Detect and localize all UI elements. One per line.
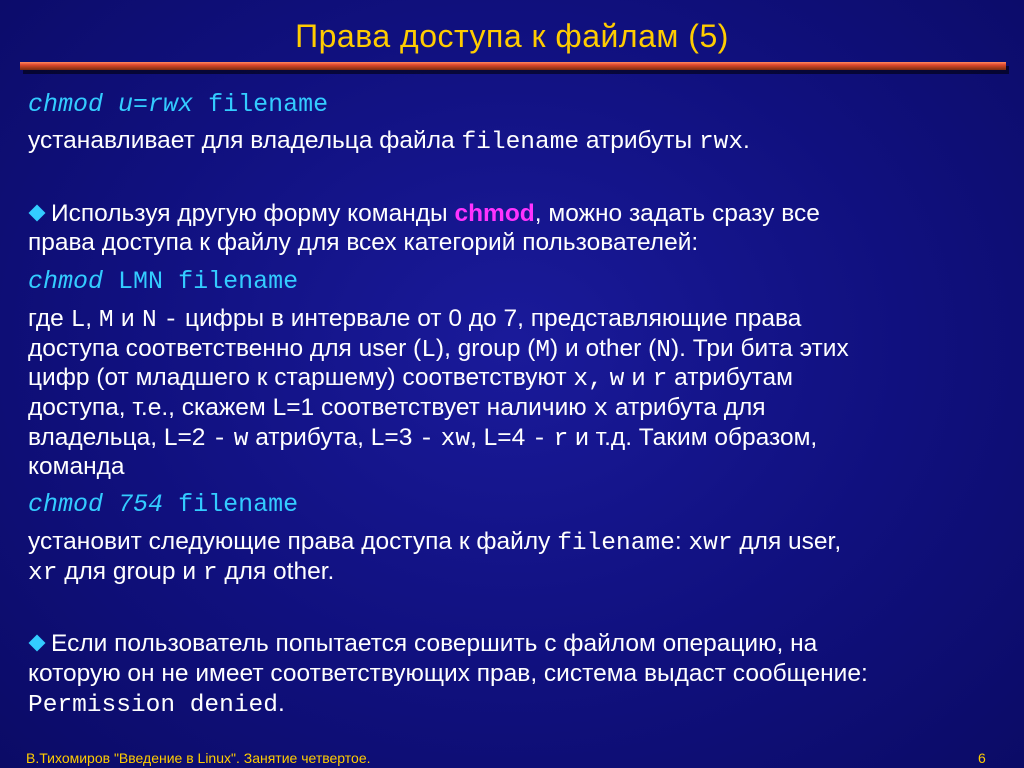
error-message: Permission denied xyxy=(28,692,278,719)
paragraph-3-line-1 xyxy=(28,528,841,557)
text: атрибуты xyxy=(585,127,693,154)
inline-code: xr xyxy=(28,560,58,587)
inline-code: x xyxy=(593,396,609,423)
paragraph-2-line-2 xyxy=(28,335,849,364)
code-cmd: chmod xyxy=(28,490,104,519)
code-line-1 xyxy=(28,90,328,119)
text: : xyxy=(674,528,682,555)
inline-code: xw xyxy=(440,426,471,453)
bullet-2-line-3 xyxy=(28,690,285,719)
text: для other. xyxy=(224,558,335,585)
inline-code: - xyxy=(532,426,547,453)
text: установит следующие права доступа к файлу xyxy=(28,528,551,555)
text: доступа соответственно для user ( xyxy=(28,335,422,362)
inline-code: r xyxy=(202,560,218,587)
text: , можно задать сразу все xyxy=(534,200,820,227)
text: Если пользователь попытается совершить с файлом операцию, на xyxy=(51,630,818,657)
code-arg: u=rwx xyxy=(118,90,194,119)
paragraph-1 xyxy=(28,127,750,156)
text: устанавливает для владельца файла xyxy=(28,127,455,154)
page-number: 6 xyxy=(978,750,986,766)
inline-code: xwr xyxy=(688,530,733,557)
inline-code: filename xyxy=(557,530,675,557)
text: атрибута, L=3 xyxy=(255,424,413,451)
text: ), group ( xyxy=(435,335,536,362)
bullet-2-line-2: которую он не имеет соответствующих прав, система выдаст сообщение: xyxy=(28,660,868,687)
inline-code: - xyxy=(163,307,179,334)
text: доступа, т.е., скажем L=1 соответствует наличию xyxy=(28,394,587,421)
code-arg: LMN xyxy=(118,267,164,296)
inline-code: и xyxy=(631,366,646,393)
bullet-diamond-icon xyxy=(29,635,46,652)
inline-code: rwx xyxy=(698,129,744,156)
bullet-1-line-2: права доступа к файлу для всех категорий пользователей: xyxy=(28,229,699,256)
inline-code: r xyxy=(652,366,668,393)
code-file: filename xyxy=(178,267,299,296)
title-divider xyxy=(20,62,1006,70)
text: цифры в интервале от 0 до 7, представляющие права xyxy=(184,305,802,332)
inline-code: - xyxy=(419,426,434,453)
paragraph-2-line-1 xyxy=(28,305,801,334)
bullet-diamond-icon xyxy=(29,205,46,222)
text: цифр (от младшего к старшему) соответствуют xyxy=(28,364,567,391)
paragraph-3-line-2 xyxy=(28,558,334,587)
inline-code: - xyxy=(212,426,227,453)
text: для group и xyxy=(64,558,197,585)
text: и т.д. Таким образом, xyxy=(575,424,818,451)
paragraph-2-line-3 xyxy=(28,364,793,393)
inline-code: L xyxy=(421,337,436,364)
footer-caption: В.Тихомиров "Введение в Linux". Занятие четвертое. xyxy=(26,750,371,766)
code-cmd: chmod xyxy=(28,267,104,296)
paragraph-2-line-6: команда xyxy=(28,453,125,480)
code-file: filename xyxy=(208,90,329,119)
text: атрибутам xyxy=(674,364,793,391)
bullet-2-line-1 xyxy=(28,630,817,658)
paragraph-2-line-4 xyxy=(28,394,766,423)
text: владельца, L=2 xyxy=(28,424,206,451)
inline-code: w xyxy=(609,366,625,393)
code-arg: 754 xyxy=(118,490,164,519)
code-line-3 xyxy=(28,490,298,519)
text: , L=4 xyxy=(470,424,526,451)
inline-code: L xyxy=(70,307,86,334)
code-line-2 xyxy=(28,267,298,296)
text: Используя другую форму команды xyxy=(51,200,448,227)
keyword: chmod xyxy=(454,200,535,227)
text: где xyxy=(28,305,64,332)
paragraph-2-line-5 xyxy=(28,424,817,453)
text: атрибута для xyxy=(614,394,766,421)
inline-code: r xyxy=(553,426,569,453)
text: . xyxy=(277,690,285,717)
bullet-1-line-1 xyxy=(28,200,820,228)
text: ). Три бита этих xyxy=(671,335,849,362)
inline-code: N xyxy=(141,307,157,334)
inline-code: M xyxy=(535,337,551,364)
inline-code: w xyxy=(233,426,249,453)
inline-code: и xyxy=(120,307,136,334)
inline-code: filename xyxy=(461,129,580,156)
text: ) и other ( xyxy=(550,335,657,362)
inline-code: M xyxy=(98,307,114,334)
text: , xyxy=(85,305,93,332)
code-cmd: chmod xyxy=(28,90,104,119)
inline-code: N xyxy=(656,337,671,364)
slide-title: Права доступа к файлам (5) xyxy=(295,18,729,54)
code-file: filename xyxy=(178,490,299,519)
inline-code: x, xyxy=(573,366,603,393)
text: . xyxy=(743,127,750,154)
text: для user, xyxy=(739,528,842,555)
